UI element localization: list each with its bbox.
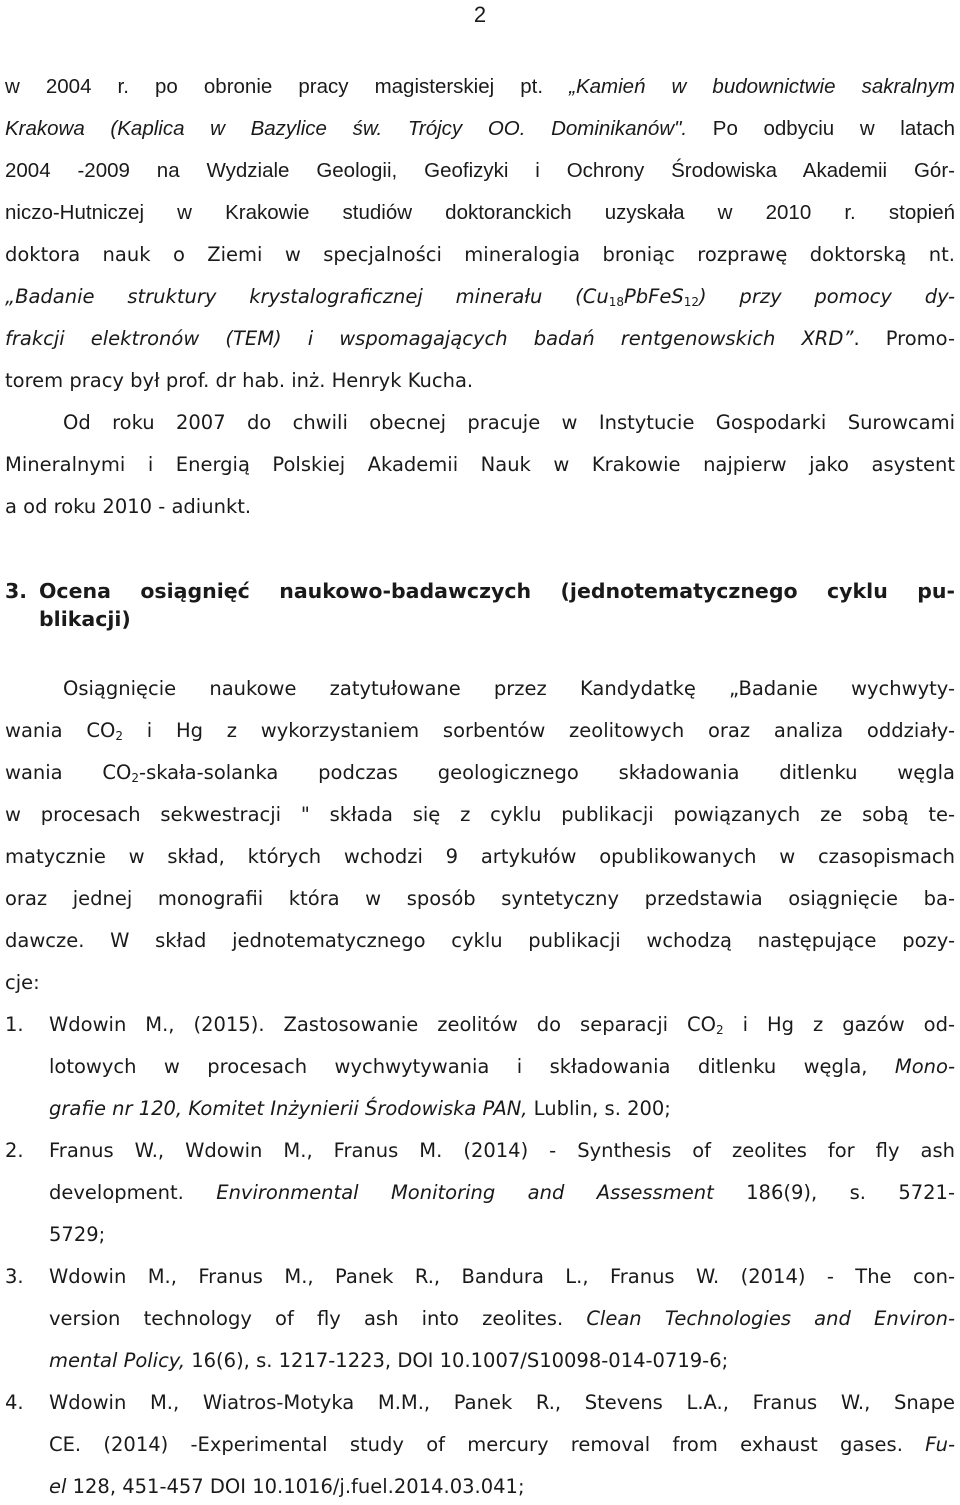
list-item: 1. Wdowin M., (2015). Zastosowanie zeolitów do separacji $CO_2$ i Hg z gazów od-: [5, 1010, 955, 1040]
body-line: oraz jednej monografii która w sposób syntetyczny przedstawia osiągnięcie ba-: [5, 887, 955, 910]
list-item-number: 1.: [5, 1013, 24, 1036]
list-item-line: CE. (2014) -Experimental study of mercury removal from exhaust gases. Fu-: [49, 1433, 955, 1456]
list-item-line: mental Policy, 16(6), s. 1217-1223, DOI 10.1007/S10098-014-0719-6;: [49, 1349, 729, 1372]
list-item-line: lotowych w procesach wychwytywania i składowania ditlenku węgla, Mono-: [49, 1055, 955, 1078]
body-line: Osiągnięcie naukowe zatytułowane przez Kandydatkę „Badanie wychwyty-: [63, 677, 955, 700]
bio-line: Mineralnymi i Energią Polskiej Akademii Nauk w Krakowie najpierw jako asystent: [5, 453, 955, 476]
bio-line: frakcji elektronów (TEM) i wspomagających badań rentgenowskich XRD”. Promo-: [5, 327, 956, 350]
list-item-line: grafie nr 120, Komitet Inżynierii Środowiska PAN, Lublin, s. 200;: [49, 1097, 671, 1120]
body-line: w procesach sekwestracji " składa się z cyklu publikacji powiązanych ze sobą te-: [5, 803, 955, 826]
list-item-number: 2.: [5, 1139, 24, 1162]
body-line: dawcze. W skład jednotematycznego cyklu publikacji wchodzą następujące pozy-: [5, 929, 955, 952]
list-item-number: 4.: [5, 1391, 24, 1414]
list-item-line: 5729;: [49, 1223, 106, 1246]
bio-line: „Badanie struktury krystalograficznej minerału $(Cu_{18}PbFeS_{12})$ przy pomocy dy-: [5, 285, 955, 309]
list-item: 3. Wdowin M., Franus M., Panek R., Bandura L., Franus W. (2014) - The con-: [5, 1262, 955, 1292]
list-item-line: version technology of fly ash into zeolites. Clean Technologies and Environ-: [49, 1307, 955, 1330]
body-line: wania $CO_2-skała$-solanka podczas geologicznego składowania ditlenku węgla: [5, 761, 955, 785]
body-line: cje:: [5, 971, 40, 994]
body-line: matycznie w skład, których wchodzi 9 artykułów opublikowanych w czasopismach: [5, 845, 955, 868]
list-item: 4. Wdowin M., Wiatros-Motyka M.M., Panek R., Stevens L.A., Franus W., Snape: [5, 1388, 955, 1418]
bio-line: Krakowa (Kaplica w Bazylice św. Trójcy OO. Dominikanów". Po odbyciu w latach: [5, 117, 955, 140]
bio-line: 2004 -2009 na Wydziale Geologii, Geofizyki i Ochrony Środowiska Akademii Gór-: [5, 159, 955, 182]
list-item-number: 3.: [5, 1265, 24, 1288]
bio-line: Od roku 2007 do chwili obecnej pracuje w Instytucie Gospodarki Surowcami: [63, 411, 955, 434]
bio-line: niczo-Hutniczej w Krakowie studiów doktoranckich uzyskała w 2010 r. stopień: [5, 201, 955, 224]
section-number: 3.: [5, 579, 28, 603]
body-line: wania $CO_2$ i Hg z wykorzystaniem sorbentów zeolitowych oraz analiza oddziały-: [5, 719, 955, 743]
section-title: blikacji): [39, 607, 131, 631]
page-number: 2: [473, 2, 487, 27]
bio-line: torem pracy był prof. dr hab. inż. Henryk Kucha.: [5, 369, 474, 392]
list-item: 2. Franus W., Wdowin M., Franus M. (2014) - Synthesis of zeolites for fly ash: [5, 1136, 955, 1166]
list-item-line: development. Environmental Monitoring and Assessment 186(9), s. 5721-: [49, 1181, 955, 1204]
bio-line: w 2004 r. po obronie pracy magisterskiej pt. „Kamień w budownictwie sakralnym: [5, 75, 955, 98]
section-title: Ocena osiągnięć naukowo-badawczych (jednotematycznego cyklu pu-: [39, 579, 955, 603]
list-item-line: el 128, 451-457 DOI 10.1016/j.fuel.2014.03.041;: [49, 1475, 525, 1498]
bio-line: a od roku 2010 - adiunkt.: [5, 495, 252, 518]
bio-line: doktora nauk o Ziemi w specjalności mineralogia broniąc rozprawę doktorską nt.: [5, 243, 955, 266]
